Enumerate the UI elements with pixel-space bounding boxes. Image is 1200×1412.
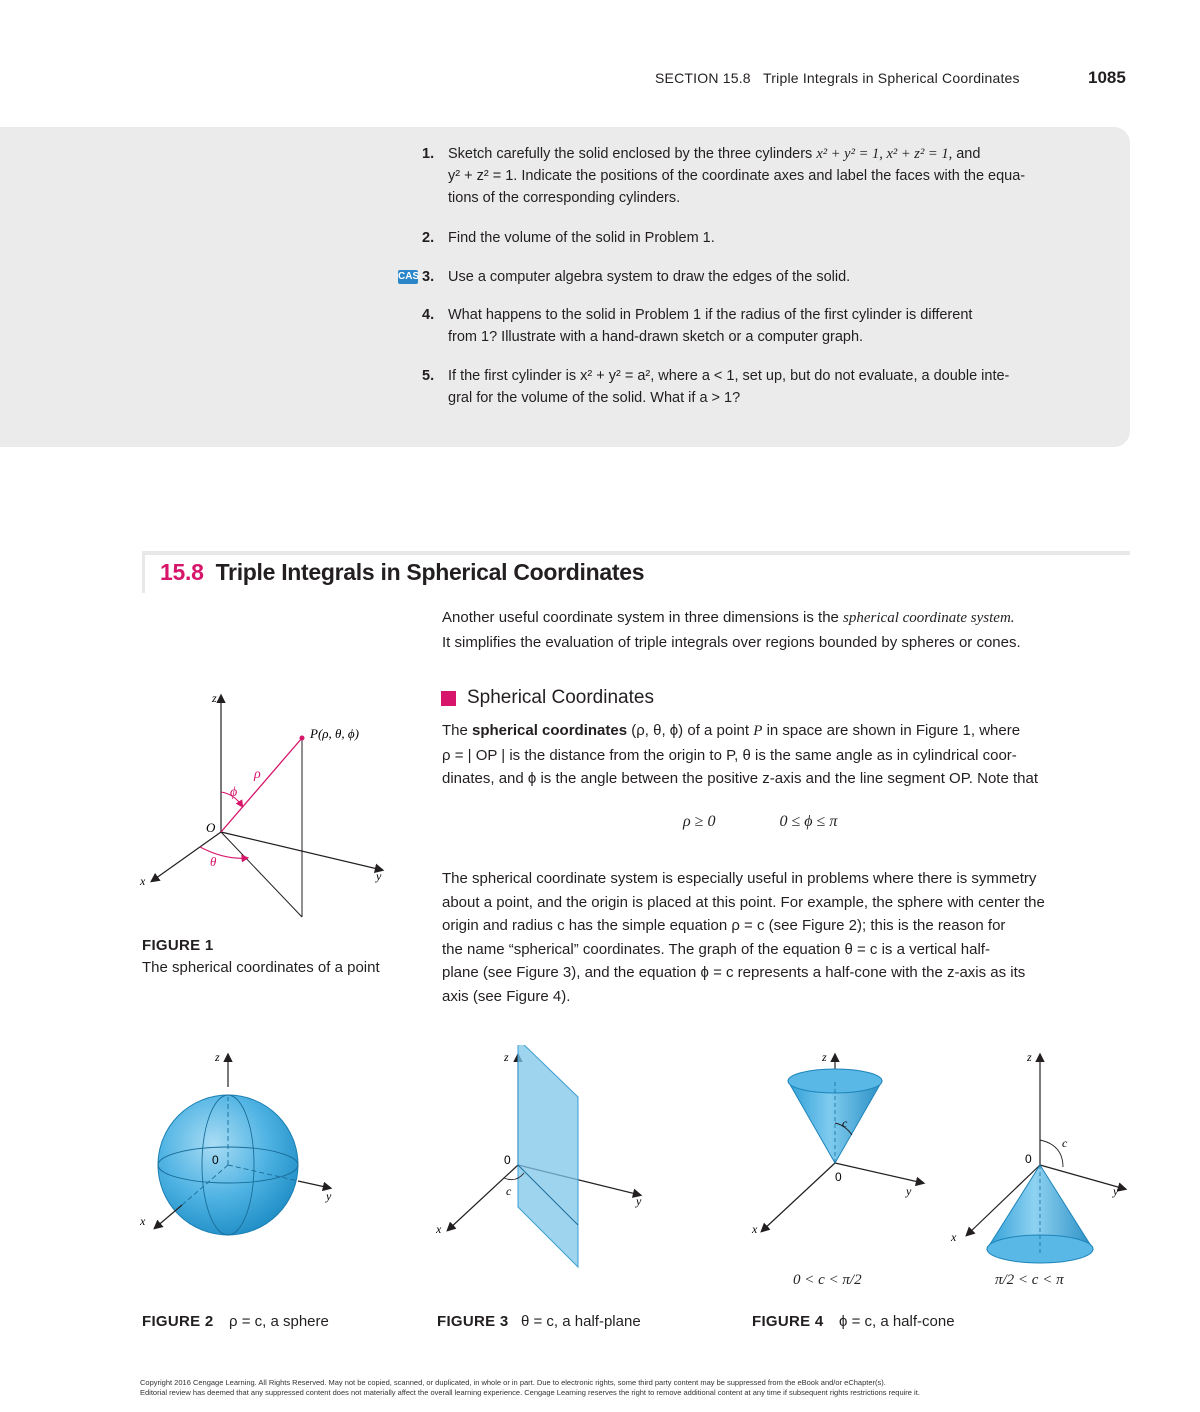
para-text: ρ = | OP | is the distance from the origin to P, θ is the same angle as in cylindrical coor-: [442, 746, 1017, 764]
para-var: P: [753, 723, 763, 739]
figure-4a-diagram: [740, 1045, 930, 1245]
running-head: [655, 70, 1020, 86]
figure-4-label: FIGURE 4: [752, 1313, 824, 1330]
figure-4b-z-label: z: [1027, 1050, 1032, 1064]
section-title: [160, 559, 644, 586]
figure-4b-c-label: c: [1062, 1136, 1068, 1150]
intro-paragraph: [442, 606, 1130, 654]
inequality: [683, 813, 837, 831]
para-text: (ρ, θ, ϕ) of a point: [627, 722, 754, 739]
figure-3-origin-label: 0: [504, 1153, 511, 1167]
half-plane: [518, 1045, 578, 1267]
figure-1-z-label: z: [212, 691, 217, 705]
figure-2-origin-label: 0: [212, 1153, 219, 1167]
theta-arc: [200, 847, 247, 858]
y-axis: [835, 1163, 923, 1183]
para-line: the name “spherical” coordinates. The graph of the equation θ = c is a vertical half-: [442, 940, 990, 958]
figure-3-z-label: z: [504, 1050, 509, 1064]
figure-1-caption: The spherical coordinates of a point: [142, 959, 380, 976]
figure-1-label: FIGURE 1: [142, 937, 214, 954]
problem-text: and: [952, 146, 981, 162]
para-line: origin and radius c has the simple equation ρ = c (see Figure 2); this is the reason for: [442, 917, 1006, 934]
problem-1: [422, 143, 1082, 209]
page-number: 1085: [1088, 68, 1126, 87]
figure-4b-origin-label: 0: [1025, 1152, 1032, 1166]
problem-text: What happens to the solid in Problem 1 if the radius of the first cylinder is different: [448, 307, 973, 323]
para-line: The spherical coordinate system is especially useful in problems where there is symmetry: [442, 870, 1037, 887]
term-bold: spherical coordinates: [472, 722, 628, 739]
intro-emphasis: spherical coordinate system.: [843, 610, 1015, 626]
subsection-marker: [441, 691, 456, 706]
problem-text: from 1? Illustrate with a hand-drawn sketch or a computer graph.: [448, 329, 864, 345]
problem-text: Use a computer algebra system to draw the edges of the solid.: [448, 269, 851, 285]
problem-number: 2.: [422, 230, 435, 246]
figure-2-label: FIGURE 2: [142, 1313, 214, 1330]
figure-3-caption: θ = c, a half-plane: [521, 1313, 641, 1330]
figure-2-y-label: y: [326, 1189, 332, 1203]
problem-5: [422, 365, 1082, 409]
section-rule: [142, 551, 1130, 555]
x-axis: [155, 1205, 182, 1228]
definition-paragraph: [442, 719, 1130, 791]
figure-3-diagram: [420, 1045, 660, 1275]
para-line: axis (see Figure 4).: [442, 987, 571, 1005]
problem-3: [422, 266, 1082, 288]
section-header-title: Triple Integrals in Spherical Coordinates: [763, 70, 1020, 86]
para-line: plane (see Figure 3), and the equation ϕ = c represents a half-cone with the z-axis as its: [442, 964, 1026, 981]
figure-1-phi-label: ϕ: [230, 785, 238, 800]
section-left-bar: [142, 555, 145, 593]
problem-number: 1.: [422, 146, 435, 162]
usage-paragraph: [442, 867, 1130, 1008]
figure-4b-y-label: y: [1113, 1184, 1119, 1198]
problem-text: If the first cylinder is x² + y² = a², where a < 1, set up, but do not evaluate, a double inte-: [448, 368, 1010, 384]
figure-4a-x-label: x: [752, 1222, 758, 1236]
figure-2-caption: ρ = c, a sphere: [229, 1313, 329, 1330]
figure-4b-subcaption: π/2 < c < π: [995, 1272, 1064, 1288]
figure-2-z-label: z: [215, 1050, 220, 1064]
problem-number: 5.: [422, 368, 435, 384]
figure-1-theta-label: θ: [210, 854, 217, 869]
problem-text: Sketch carefully the solid enclosed by the three cylinders: [448, 146, 817, 162]
section-number: 15.8: [160, 559, 204, 585]
figure-1-point-label: P(ρ, θ, ϕ): [310, 726, 359, 741]
figure-4a-c-label: c: [842, 1116, 848, 1130]
problem-number: 4.: [422, 307, 435, 323]
para-line: about a point, and the origin is placed at this point. For example, the sphere with center the: [442, 893, 1045, 911]
copyright-line: Editorial review has deemed that any suppressed content does not materially affect the overall learning experience. Cengage Learning reserves the right to remove additional content at any time if subsequent rights restrictions require it.: [140, 1388, 920, 1397]
problem-text: y² + z² = 1. Indicate the positions of the coordinate axes and label the faces with the equa-: [448, 168, 1026, 184]
figure-2-x-label: x: [140, 1214, 146, 1228]
figure-2-diagram: [130, 1045, 360, 1245]
figure-1-diagram: [130, 680, 430, 925]
problem-text: gral for the volume of the solid. What if a > 1?: [448, 390, 741, 406]
inequality-left: ρ ≥ 0: [683, 813, 716, 830]
para-text: in space are shown in Figure 1, where: [762, 722, 1021, 739]
copyright-line: Copyright 2016 Cengage Learning. All Rights Reserved. May not be copied, scanned, or duplicated, in whole or in part. Due to electronic rights, some third party content may be suppressed from the eBook and/or eChapter(s).: [140, 1378, 886, 1387]
y-axis: [298, 1181, 330, 1188]
x-axis: [762, 1163, 835, 1231]
figure-1-x-label: x: [140, 874, 146, 888]
para-text: dinates, and ϕ is the angle between the positive z-axis and the line segment OP. Note that: [442, 770, 1038, 787]
figure-1-rho-label: ρ: [254, 767, 261, 782]
cas-badge: CAS: [398, 271, 420, 282]
figure-4a-subcaption: 0 < c < π/2: [793, 1272, 862, 1288]
figure-4b-x-label: x: [951, 1230, 957, 1244]
figure-4a-z-label: z: [822, 1050, 827, 1064]
problem-text: Find the volume of the solid in Problem 1.: [448, 230, 715, 246]
figure-1-origin-label: O: [206, 820, 216, 835]
problem-text: tions of the corresponding cylinders.: [448, 190, 681, 206]
figure-3-x-label: x: [436, 1222, 442, 1236]
section-title-text: Triple Integrals in Spherical Coordinates: [215, 559, 645, 585]
figure-4a-origin-label: 0: [835, 1170, 842, 1184]
figure-3-label: FIGURE 3: [437, 1313, 509, 1330]
problem-number: 3.: [422, 269, 435, 285]
subsection-title: Spherical Coordinates: [467, 687, 654, 708]
problem-4: [422, 304, 1082, 348]
figure-3-c-label: c: [506, 1184, 512, 1198]
problem-equation: x² + y² = 1, x² + z² = 1,: [816, 146, 953, 162]
point-p: [300, 736, 305, 741]
c-angle-arc: [1040, 1140, 1063, 1167]
section-label: SECTION 15.8: [655, 70, 751, 86]
problem-2: [422, 227, 1082, 249]
intro-text: It simplifies the evaluation of triple integrals over regions bounded by spheres or cones.: [442, 633, 1021, 651]
figure-4b-diagram: [945, 1045, 1135, 1275]
inequality-right: 0 ≤ ϕ ≤ π: [779, 813, 838, 830]
intro-text: Another useful coordinate system in three dimensions is the: [442, 609, 844, 626]
figure-1-y-label: y: [376, 869, 382, 883]
figure-4a-y-label: y: [906, 1184, 912, 1198]
figure-4-caption: ϕ = c, a half-cone: [839, 1313, 955, 1330]
copyright-footer: [140, 1378, 1060, 1398]
figure-3-y-label: y: [636, 1194, 642, 1208]
para-text: The: [442, 722, 473, 739]
projection-line: [221, 832, 302, 917]
